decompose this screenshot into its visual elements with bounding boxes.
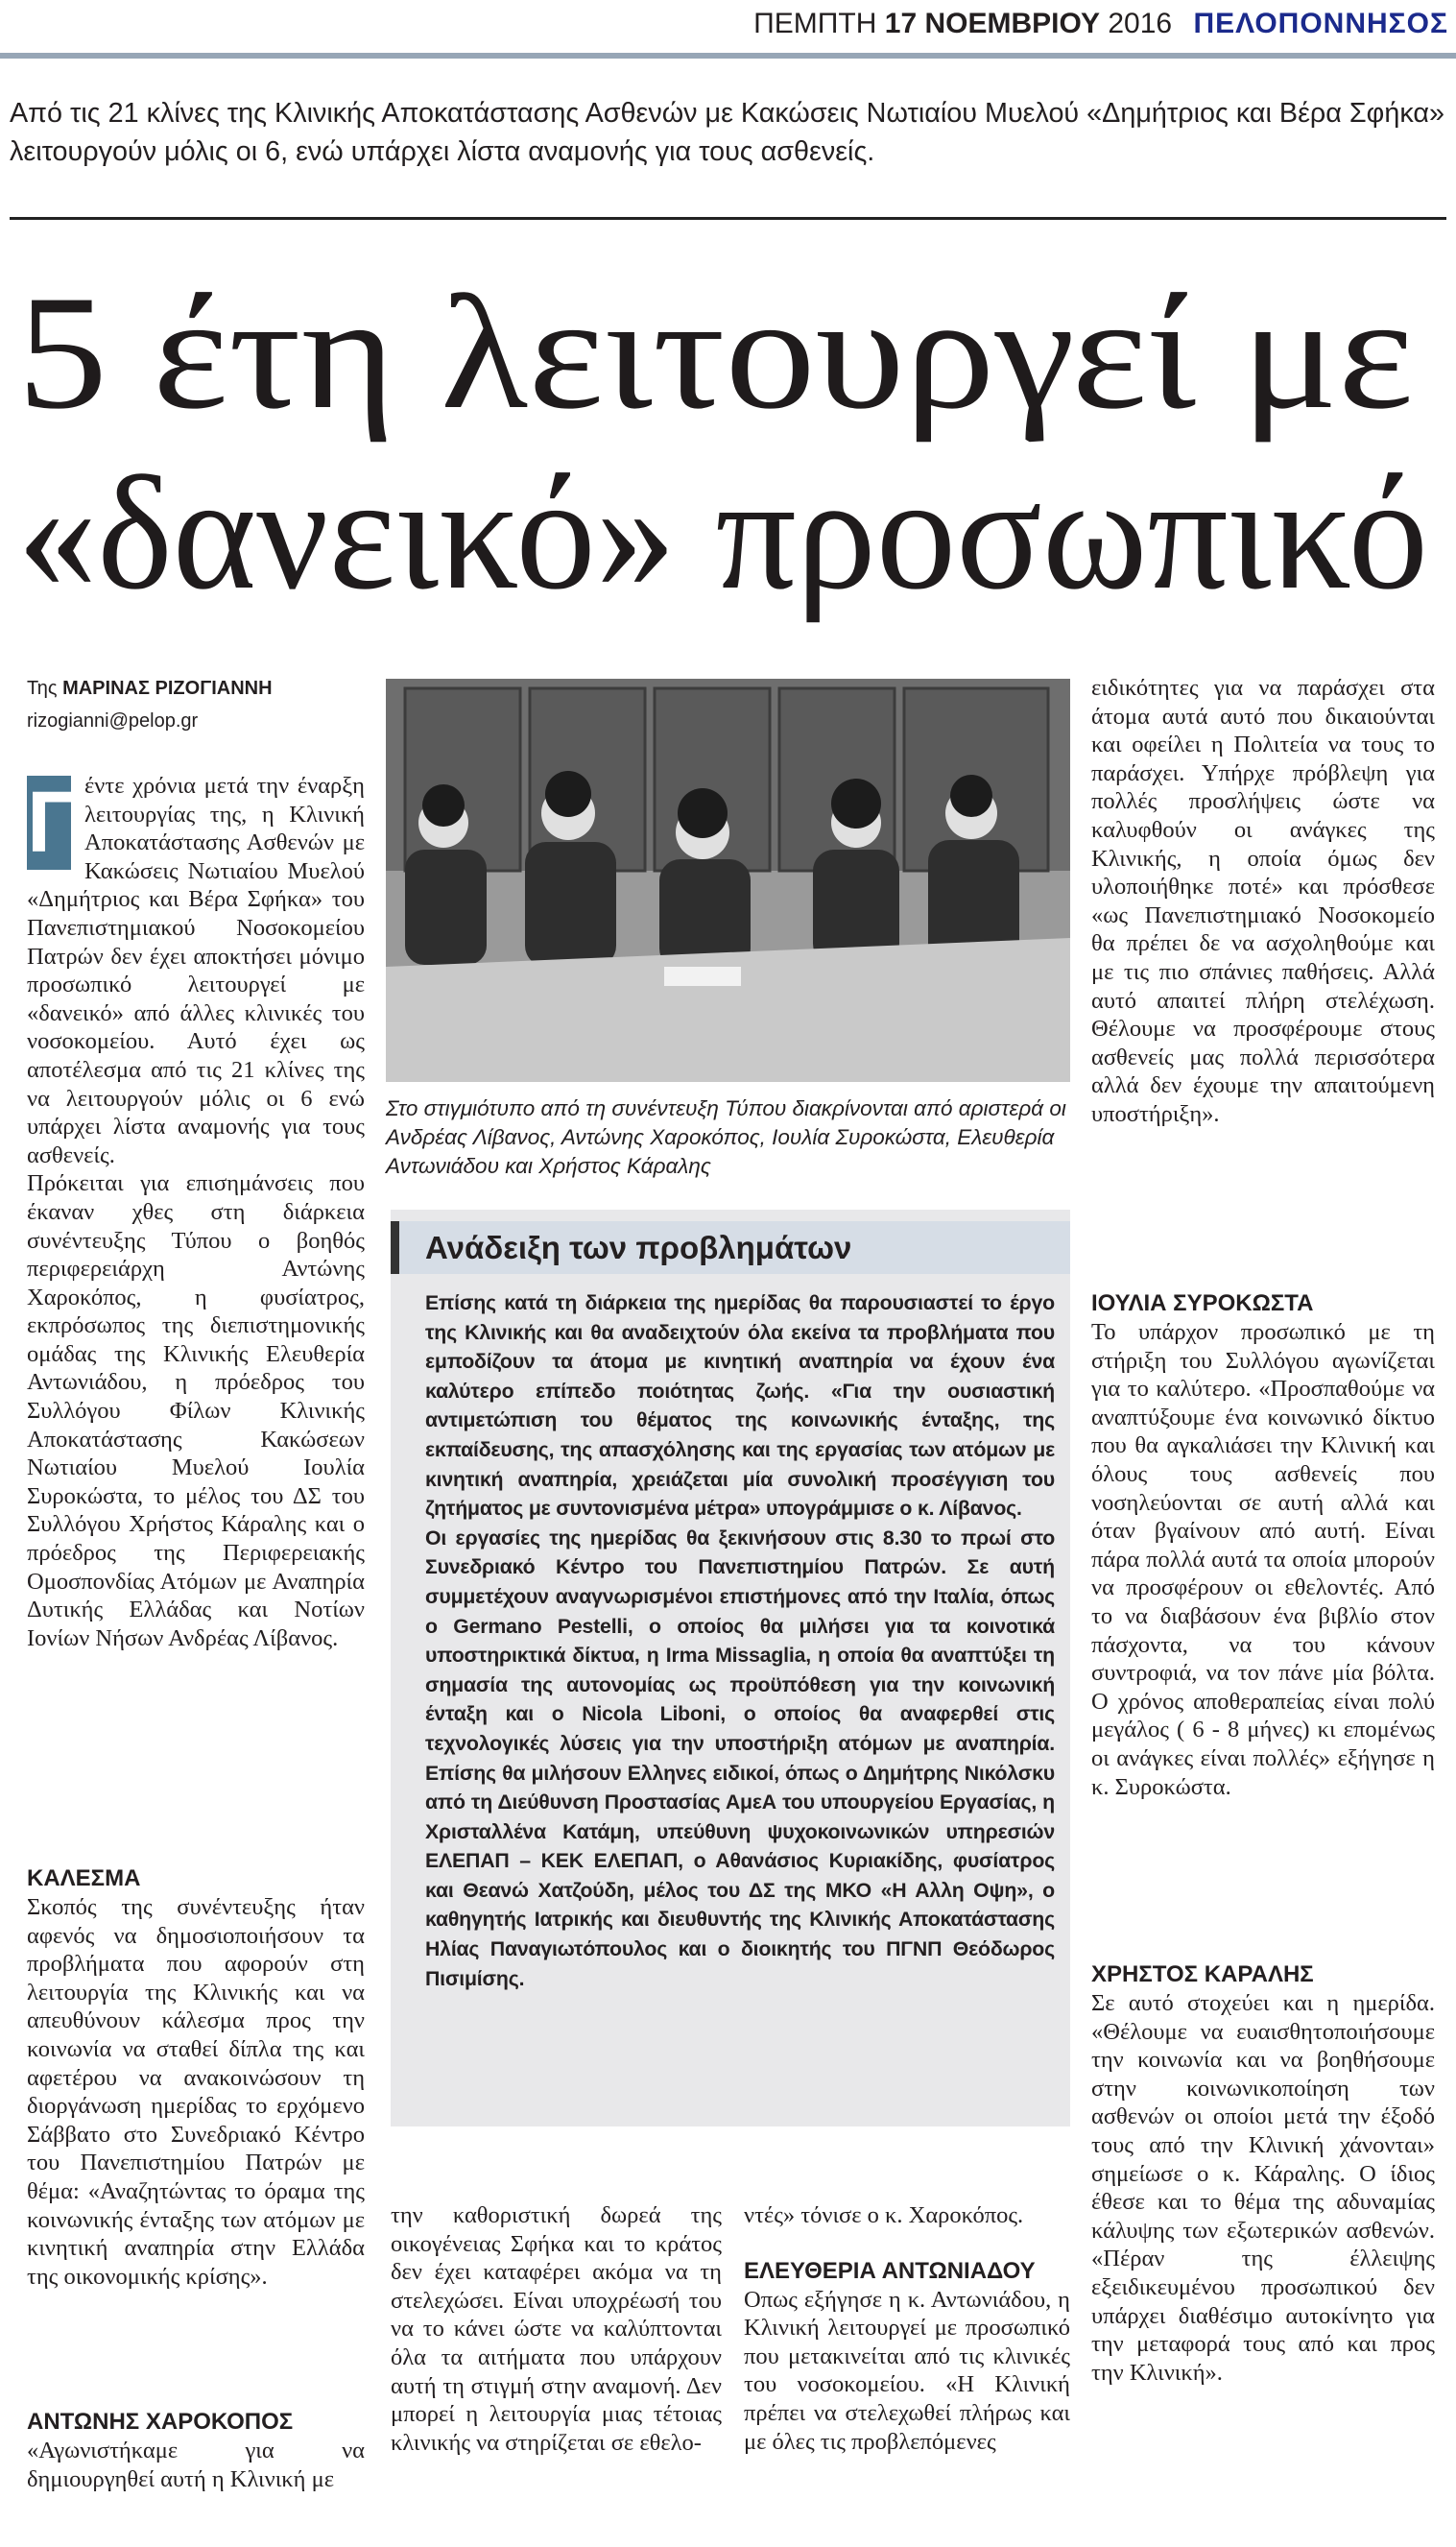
newspaper-name: ΠΕΛΟΠΟΝΝΗΣΟΣ [1193,8,1448,39]
article-column-1a [27,772,365,1652]
page-header [753,8,1448,40]
subheading: ΧΡΗΣΤΟΣ ΚΑΡΑΛΗΣ [1091,1961,1314,1987]
header-divider [0,53,1456,59]
header-day: ΠΕΜΠΤΗ [753,8,877,39]
article-paragraph: την καθοριστική δωρεά της οικογένειας Σφήκα και το κράτος δεν έχει καταφέρει ακόμα να τη στελεχώσει. Είναι υποχρέωσή του να το κάνει ώστε να καλύπτονται όλα τα αιτήματα που υπάρχουν αυτή τη στιγμή στην αναμονή. Δεν μπορεί η λειτουργία μιας τέτοιας κλινικής να στηρίζεται σε εθελο- [391,2202,722,2456]
article-column-2 [391,2201,722,2457]
photo-caption: Στο στιγμιότυπο από τη συνέντευξη Τύπου διακρίνονται από αριστερά οι Ανδρέας Λίβανος, Αντώνης Χαροκόπος, Ιουλία Συροκώστα, Ελευθερία Αντωνιάδου και Χρήστος Κάραλης [386,1096,1066,1178]
article-column-4c [1091,1960,1435,2387]
article-paragraph: «Αγωνιστήκαμε για να δημιουργηθεί αυτή η Κλινική με [27,2438,365,2492]
sidebar-box-title: Ανάδειξη των προβλημάτων [391,1221,1070,1274]
byline-email[interactable]: rizogianni@pelop.gr [27,710,199,732]
headline-line: «δανεικό» προσωπικό [17,443,1428,623]
sidebar-box-body [425,1288,1055,1993]
box-paragraph: Επίσης κατά τη διάρκεια της ημερίδας θα παρουσιαστεί το έργο της Κλινικής και θα αναδειχτούν όλα εκείνα τα προβλήματα που εμποδίζουν τα άτομα με κινητική αναπηρία να έχουν ένα καλύτερο επίπεδο ποιότητας ζωής. «Για την ουσιαστική αντιμετώπιση του θέματος της κοινωνικής ένταξης, της εκπαίδευσης, της απασχόλησης και της εργασίας των ατόμων με κινητική αναπηρία, χρειάζεται μία συνολική προσέγγιση του ζητήματος με συντονισμένα μέτρα» υπογράμμισε ο κ. Λίβανος. [425,1291,1055,1521]
subheading: ΑΝΤΩΝΗΣ ΧΑΡΟΚΟΠΟΣ [27,2409,294,2435]
subheading: ΙΟΥΛΙΑ ΣΥΡΟΚΩΣΤΑ [1091,1290,1314,1316]
deck-line: Από τις 21 κλίνες της Κλινικής Αποκατάστασης Ασθενών με Κακώσεις Νωτιαίου Μυελού «Δημήτριος και Βέρα Σφήκα» [10,98,1444,129]
article-paragraph: Πρόκειται για επισημάνσεις που έκαναν χθες στη διάρκεια συνέντευξης Τύπου ο βοηθός περιφερειάρχη Αντώνης Χαροκόπος, η φυσίατρος, εκπρόσωπος της διεπιστημονικής ομάδας της Κλινικής Ελευθερία Αντωνιάδου, η πρόεδρος του Συλλόγου Φίλων Κλινικής Αποκατάστασης Κακώσεων Νωτιαίου Μυελού Ιουλία Συροκώστα, το μέλος του ΔΣ του Συλλόγου Χρήστος Κάραλης και ο πρόεδρος της Περιφερειακής Ομοσπονδίας Ατόμων με Αναπηρία Δυτικής Ελλάδας και Νοτίων Ιονίων Νήσων Ανδρέας Λίβανος. [27,1170,365,1651]
byline-author: ΜΑΡΙΝΑΣ ΡΙΖΟΓΙΑΝΝΗ [62,678,273,699]
article-paragraph: έντε χρόνια μετά την έναρξη λειτουργίας της, η Κλινική Αποκατάστασης Ασθενών με Κακώσεις Νωτιαίου Μυελού «Δημήτριος και Βέρα Σφήκα» του Πανεπιστημιακού Νοσοκομείου Πατρών δεν έχει αποκτήσει μόνιμο προσωπικό λειτουργεί με «δανεικό» από άλλες κλινικές του νοσοκομείου. Αυτό έχει ως αποτέλεσμα από τις 21 κλίνες της να λειτουργούν μόλις οι 6 ενώ υπάρχει λίστα αναμονής για τους ασθενείς. [27,773,365,1168]
sidebar-box [391,1210,1070,2127]
deck-line: λειτουργούν μόλις οι 6, ενώ υπάρχει λίστα αναμονής για τους ασθενείς. [10,136,875,167]
article-paragraph: ειδικότητες για να παράσχει στα άτομα αυτά αυτό που δικαιούνται και οφείλει η Πολιτεία να τους το παράσχει. Υπήρχε πρόβλεψη για πολλές προσλήψεις ώστε να καλυφθούν οι ανάγκες της Κλινικής, η οποία όμως δεν υλοποιήθηκε ποτέ» και πρόσθεσε «ως Πανεπιστημιακό Νοσοκομείο θα πρέπει δε να ασχοληθούμε και με τις πιο σπάνιες παθήσεις. Αλλά αυτό απαιτεί πλήρη στελέχωση. Θέλουμε να προσφέρουμε στους ασθενείς μας πολλά περισσότερα αλλά δεν έχουμε την απαιτούμενη υποστήριξη». [1091,675,1435,1127]
article-paragraph: Σε αυτό στοχεύει και η ημερίδα. «Θέλουμε να ευαισθητοποιήσουμε την κοινωνία και να βοηθήσουμε στην κοινωνικοποίηση των ασθενών οι οποίοι μετά την έξοδό τους από την Κλινική χάνονται» σημείωσε ο κ. Κάραλης. Ο ίδιος έθεσε και το θέμα της αδυναμίας κάλυψης των εξωτερικών ασθενών. «Πέραν της έλλειψης εξειδικευμένου προσωπικού δεν υπάρχει διαθέσιμο αυτοκίνητο για την μεταφορά τους από και προς την Κλινική». [1091,1990,1435,2386]
headline-line: 5 έτη λειτουργεί με [17,262,1414,443]
article-deck [10,94,1449,171]
header-year: 2016 [1108,8,1173,39]
article-column-1c [27,2408,365,2493]
header-date: 17 ΝΟΕΜΒΡΙΟΥ [884,8,1100,39]
article-paragraph: Το υπάρχον προσωπικό με τη στήριξη του Συλλόγου αγωνίζεται για το καλύτερο. «Προσπαθούμε να αναπτύξουμε ένα κοινωνικό δίκτυο που θα αγκαλιάσει την Κλινική και όλους τους ασθενείς που νοσηλεύονται σε αυτή αλλά και όταν βγαίνουν από αυτή. Είναι πάρα πολλά αυτά τα οποία μπορούν να προσφέρουν οι εθελοντές. Από το να διαβάσουν ένα βιβλίο στον πάσχοντα, να του κάνουν συντροφιά, να τον πάνε μία βόλτα. Ο χρόνος αποθεραπείας είναι πολύ μεγάλος ( 6 - 8 μήνες) κι επομένως οι ανάγκες είναι πολλές» εξήγησε η κ. Συροκώστα. [1091,1319,1435,1800]
article-paragraph: ντές» τόνισε ο κ. Χαροκόπος. [744,2202,1024,2228]
subheading: ΕΛΕΥΘΕΡΙΑ ΑΝΤΩΝΙΑΔΟΥ [744,2257,1036,2284]
subheading: ΚΑΛΕΣΜΑ [27,1865,141,1891]
photo-illustration [386,679,1070,1082]
drop-cap: Π [27,775,89,871]
press-conference-photo [386,679,1070,1082]
article-column-1b [27,1864,365,2291]
article-paragraph: Οπως εξήγησε η κ. Αντωνιάδου, η Κλινική λειτουργεί με προσωπικό που μετακινείται από τις κλινικές του νοσοκομείου. «Η Κλινική πρέπει να στελεχωθεί πλήρως και με όλες τις προβλεπόμενες [744,2286,1070,2455]
article-column-3 [744,2201,1070,2456]
article-column-4b [1091,1289,1435,1801]
byline [27,672,273,737]
article-paragraph: Σκοπός της συνέντευξης ήταν αφενός να δημοσιοποιήσουν τα προβλήματα που αφορούν στη λειτουργία της Κλινικής και να απευθύνουν κάλεσμα προς την κοινωνία να σταθεί δίπλα της και αφετέρου να ανακοινώσουν τη διοργάνωση ημερίδας το ερχόμενο Σάββατο στο Συνεδριακό Κέντρο του Πανεπιστημίου Πατρών με θέμα: «Αναζητώντας το όραμα της κοινωνικής ένταξης των ατόμων με κινητική αναπηρία στην Ελλάδα της οικονομικής κρίσης». [27,1894,365,2290]
byline-prefix: Της [27,678,58,699]
box-paragraph: Οι εργασίες της ημερίδας θα ξεκινήσουν στις 8.30 το πρωί στο Συνεδριακό Κέντρο του Πανεπιστημίου Πατρών. Σε αυτή συμμετέχουν αναγνωρισμένοι επιστήμονες από την Ιταλία, όπως ο Germano Pestelli, ο οποίος θα μιλήσει για τα κοινοτικά υποστηρικτικά δίκτυα, η Irma Missaglia, η οποία θα αναπτύξει τη σημασία της αυτονομίας ως προϋπόθεση για την κοινωνική ένταξη και ο Nicola Liboni, ο οποίος θα αναφερθεί στις τεχνολογικές λύσεις για την υποστήριξη ατόμων με αναπηρία. Επίσης θα μιλήσουν Ελληνες ειδικοί, όπως ο Δημήτρης Νικόλσκυ από τη Διεύθυνση Προστασίας ΑμεΑ του υπουργείου Εργασίας, η Χρισταλλένα Κατάμη, υπεύθυνη ψυχοκοινωνικών υπηρεσιών ΕΛΕΠΑΠ – ΚΕΚ ΕΛΕΠΑΠ, ο Αθανάσιος Κυριακίδης, φυσίατρος και Θεανώ Χατζούδη, μέλος του ΔΣ της ΜΚΟ «Η Αλλη Οψη», ο καθηγητής Ιατρικής και διευθυντής της Κλινικής Αποκατάστασης Ηλίας Παναγιωτόπουλος και ο διοικητής του ΠΓΝΠ Θεόδωρος Πισιμίσης. [425,1526,1055,1990]
deck-divider [10,217,1446,220]
article-column-4a [1091,674,1435,1129]
